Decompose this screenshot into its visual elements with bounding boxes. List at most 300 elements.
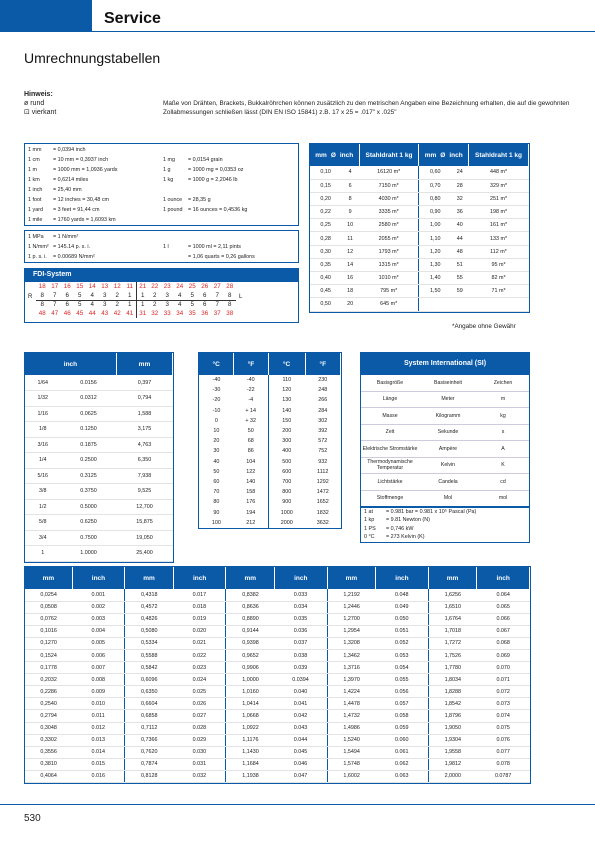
- table-cell: 0,30: [310, 245, 341, 258]
- table-cell: 3/4: [25, 530, 61, 546]
- table-cell: 0,9398: [226, 637, 275, 649]
- column-header: [310, 144, 359, 166]
- unit-label: 1 g: [163, 167, 171, 174]
- column-header: inch: [275, 567, 328, 589]
- table-row: [25, 515, 173, 531]
- unit-label: 1 m: [28, 167, 37, 174]
- table-row: [25, 546, 173, 562]
- tooth-number: 1: [128, 301, 132, 308]
- unit-label: 1 ounce: [163, 197, 183, 204]
- table-cell: 0.057: [376, 698, 429, 710]
- si-cell: Mol: [443, 495, 453, 502]
- table-cell: + 14: [234, 406, 268, 416]
- unit-value: = 10 mm = 0,3937 inch: [53, 157, 109, 164]
- table-cell: 0.023: [173, 662, 226, 674]
- table-cell: 1,4478: [327, 698, 376, 710]
- table-cell: 248: [318, 387, 328, 394]
- table-cell: 0,7874: [125, 758, 174, 770]
- table-cell: 8: [341, 192, 359, 205]
- table-cell: 198 m*: [469, 206, 529, 219]
- table-cell: 0,4826: [125, 613, 174, 625]
- table-cell: 1010 m*: [359, 272, 419, 285]
- table-cell: 0,3048: [25, 722, 72, 734]
- table-cell: 0: [214, 417, 218, 424]
- conversion-row: [25, 144, 298, 156]
- unit-value: = 0,6214 miles: [53, 177, 89, 184]
- table-cell: 0,70: [419, 179, 451, 192]
- table-cell: 0.058: [376, 710, 429, 722]
- table-cell: 2000: [280, 519, 293, 526]
- fdi-row: [25, 291, 298, 300]
- table-cell: -30: [212, 387, 221, 394]
- tooth-number: 21: [136, 282, 149, 291]
- mm-label: mm: [315, 151, 327, 159]
- column-header: °F: [305, 353, 340, 375]
- table-cell: 1292: [316, 478, 329, 485]
- table-row: [199, 518, 341, 528]
- table-cell: 0.7500: [61, 530, 117, 546]
- table-cell: 1,9050: [428, 722, 477, 734]
- unit-value: = 273 Kelvin (K): [386, 534, 425, 541]
- unit-value: = 3 feet = 91,44 cm: [53, 207, 100, 214]
- tooth-number: 3: [103, 301, 107, 308]
- table-cell: 1,3208: [327, 637, 376, 649]
- tooth-number: 35: [188, 310, 196, 317]
- table-header: [310, 144, 529, 166]
- unit-value: = 25,40 mm: [53, 187, 82, 194]
- table-cell: 4030 m*: [359, 192, 419, 205]
- table-cell: 1,3970: [327, 674, 376, 686]
- table-cell: 86: [234, 446, 268, 456]
- table-cell: 110: [282, 377, 292, 384]
- table-cell: 7150 m*: [359, 179, 419, 192]
- table-cell: 0,6604: [125, 698, 174, 710]
- table-cell: 0.025: [173, 686, 226, 698]
- column-header: inch: [376, 567, 429, 589]
- table-cell: 0.0394: [275, 674, 328, 686]
- table-cell: 1472: [316, 489, 329, 496]
- tooth-number: 17: [51, 283, 59, 290]
- table-cell: 0.011: [72, 710, 125, 722]
- table-cell: 0.073: [477, 698, 530, 710]
- table-cell: 122: [234, 467, 268, 477]
- table-cell: 1/64: [25, 375, 61, 391]
- table-cell: 0.3125: [61, 468, 117, 484]
- tooth-number: 41: [126, 310, 134, 317]
- table-cell: 0.074: [477, 710, 530, 722]
- table-cell: 150: [282, 417, 292, 424]
- conversion-row: [25, 233, 298, 243]
- tooth-number: 27: [213, 283, 221, 290]
- table-cell: 1,6256: [428, 589, 477, 601]
- fdi-grid: [25, 282, 298, 318]
- column-header: inch: [173, 567, 226, 589]
- table-cell: 1,7780: [428, 662, 477, 674]
- unit-value: = 0.981 bar = 0.981 x 10⁵ Pascal (Pa): [386, 508, 477, 515]
- tooth-number: 3: [165, 301, 169, 308]
- table-row: [310, 179, 529, 192]
- table-cell: 0.021: [173, 637, 226, 649]
- table-cell: 0.029: [173, 734, 226, 746]
- table-row: [25, 686, 530, 698]
- table-cell: 1,50: [419, 285, 451, 298]
- table-cell: 266: [318, 397, 328, 404]
- table-cell: 1,8796: [428, 710, 477, 722]
- table-cell: 40: [451, 219, 469, 232]
- table-cell: 0,9906: [226, 662, 275, 674]
- table-cell: 0.005: [72, 637, 125, 649]
- table-cell: 0.043: [275, 722, 328, 734]
- si-cell: Kelvin: [440, 462, 456, 469]
- table-cell: 120: [282, 387, 292, 394]
- fdi-row: [25, 309, 298, 318]
- unit-value: = 0.00689 N/mm²: [53, 254, 95, 261]
- table-cell: 0,8128: [125, 770, 174, 782]
- table-cell: 0.010: [72, 698, 125, 710]
- si-cell: Basiseinheit: [434, 379, 462, 386]
- table-cell: 0,1778: [25, 662, 72, 674]
- tooth-number: 18: [38, 283, 46, 290]
- table-cell: 3/8: [25, 484, 61, 500]
- table-row: [25, 649, 530, 661]
- table-cell: 0.068: [477, 637, 530, 649]
- column-header: mm: [125, 567, 174, 589]
- table-cell: 158: [234, 487, 268, 497]
- tooth-number: 45: [76, 310, 84, 317]
- page-title: Umrechnungstabellen: [24, 50, 161, 66]
- table-cell: 19,050: [116, 530, 172, 546]
- table-cell: 40: [213, 458, 220, 465]
- table-row: [25, 422, 173, 438]
- table-cell: -40: [234, 375, 268, 385]
- table-cell: -40: [212, 377, 221, 384]
- conversion-row: [361, 508, 529, 517]
- unit-value: = 0,0394 inch: [53, 147, 86, 154]
- table-cell: 752: [318, 448, 328, 455]
- tooth-number: 37: [213, 310, 221, 317]
- unit-label: 1 mm: [28, 147, 42, 154]
- table-row: [310, 206, 529, 219]
- table-row: [199, 477, 341, 487]
- column-header: mm: [327, 567, 376, 589]
- unit-value: = 1000 g = 2,2046 lb: [188, 177, 238, 184]
- fdi-row: [25, 300, 298, 309]
- conversion-row: [25, 166, 298, 176]
- table-cell: 0,794: [116, 391, 172, 407]
- table-cell: 302: [318, 417, 328, 424]
- si-cell: cd: [500, 478, 506, 485]
- tooth-number: 34: [176, 310, 184, 317]
- tooth-number: 13: [101, 283, 109, 290]
- table-cell: 1,9558: [428, 746, 477, 758]
- table-cell: 0.067: [477, 625, 530, 637]
- tooth-number: 2: [115, 301, 119, 308]
- table-cell: 0.020: [173, 625, 226, 637]
- table-cell: 0.012: [72, 722, 125, 734]
- table-cell: 795 m*: [359, 285, 419, 298]
- table-cell: 1315 m*: [359, 258, 419, 271]
- table-cell: 1,0922: [226, 722, 275, 734]
- table-cell: 1,2192: [327, 589, 376, 601]
- table-cell: 0.6250: [61, 515, 117, 531]
- table-row: [310, 166, 529, 179]
- table-cell: 0.016: [72, 770, 125, 782]
- table-cell: 50: [234, 426, 268, 436]
- table-row: [25, 406, 173, 422]
- table-cell: 0.034: [275, 601, 328, 613]
- table-cell: 0,25: [310, 219, 341, 232]
- table-row: [25, 734, 530, 746]
- table-cell: 68: [234, 436, 268, 446]
- table-cell: 2055 m*: [359, 232, 419, 245]
- table-cell: 0,15: [310, 179, 341, 192]
- table-cell: 1,1430: [226, 746, 275, 758]
- table-row: [199, 446, 341, 456]
- unit-label: 1 foot: [28, 197, 42, 204]
- table-cell: 1/8: [25, 422, 61, 438]
- section-title: Service: [104, 10, 161, 27]
- table-row: [25, 530, 173, 546]
- table-cell: 1,0000: [226, 674, 275, 686]
- column-header: °F: [234, 353, 268, 375]
- table-cell: 2,0000: [428, 770, 477, 782]
- si-cell: Zeit: [385, 429, 395, 436]
- si-cell: Stoffmenge: [376, 495, 404, 502]
- table-cell: 1,8542: [428, 698, 477, 710]
- unit-value: = 1 N/mm²: [53, 234, 79, 241]
- tooth-number: 5: [78, 292, 82, 299]
- conversion-row: [25, 216, 298, 226]
- table-cell: 0.048: [376, 589, 429, 601]
- table-cell: 0.026: [173, 698, 226, 710]
- si-row: [361, 458, 529, 475]
- si-cell: Thermodynamische Temperatur: [367, 459, 413, 472]
- hinweis-square: ⊡ vierkant: [24, 109, 57, 116]
- unit-label: 1 kp: [364, 517, 375, 524]
- table-cell: [419, 298, 451, 311]
- table-header: [25, 353, 173, 375]
- unit-label: 1 km: [28, 177, 40, 184]
- table-cell: 9: [341, 206, 359, 219]
- si-cell: s: [501, 429, 505, 436]
- si-cell: Masse: [382, 412, 398, 419]
- fdi-system: [24, 268, 299, 323]
- tooth-number: 1: [136, 291, 149, 300]
- table-cell: 1,9304: [428, 734, 477, 746]
- si-cell: Basisgröße: [376, 379, 404, 386]
- tooth-number: 36: [201, 310, 209, 317]
- table-cell: 0.037: [275, 637, 328, 649]
- tooth-number: 5: [78, 301, 82, 308]
- si-row: [361, 491, 529, 508]
- table-cell: 0,397: [116, 375, 172, 391]
- table-row: [199, 497, 341, 507]
- si-row: [361, 441, 529, 458]
- table-cell: 0,5334: [125, 637, 174, 649]
- table-cell: 0.2500: [61, 453, 117, 469]
- table-cell: 1112: [317, 468, 329, 475]
- table-cell: 0.055: [376, 674, 429, 686]
- mm-inch-table: [24, 566, 531, 784]
- table-cell: 194: [234, 507, 268, 517]
- table-cell: 0.059: [376, 722, 429, 734]
- table-cell: 12,700: [116, 499, 172, 515]
- table-cell: 7,938: [116, 468, 172, 484]
- table-cell: 0,0762: [25, 613, 72, 625]
- table-row: [25, 375, 173, 391]
- table-cell: 59: [451, 285, 469, 298]
- table-cell: 0,80: [419, 192, 451, 205]
- table-row: [25, 746, 530, 758]
- table-cell: 572: [318, 438, 328, 445]
- table-cell: 70: [213, 489, 220, 496]
- table-cell: 133 m*: [469, 232, 529, 245]
- tooth-number: 33: [163, 310, 171, 317]
- table-cell: 20: [341, 298, 359, 311]
- table-cell: 24: [451, 166, 469, 179]
- column-header: mm: [428, 567, 477, 589]
- table-cell: 0.047: [275, 770, 328, 782]
- table-cell: 0,5842: [125, 662, 174, 674]
- table-cell: 0.054: [376, 662, 429, 674]
- table-cell: 0.018: [173, 601, 226, 613]
- unit-label: 1 at: [364, 508, 373, 515]
- table-cell: 0,1524: [25, 649, 72, 661]
- table-cell: 0,1016: [25, 625, 72, 637]
- tooth-number: 46: [63, 310, 71, 317]
- table-cell: 0,7112: [125, 722, 174, 734]
- unit-value: = 0,0154 grain: [188, 157, 223, 164]
- column-header: Stahldraht 1 kg: [469, 144, 529, 166]
- table-cell: 0,45: [310, 285, 341, 298]
- table-cell: 0,40: [310, 272, 341, 285]
- table-cell: 4: [341, 166, 359, 179]
- table-cell: 300: [282, 438, 292, 445]
- table-cell: 0.0312: [61, 391, 117, 407]
- table-cell: 0,4572: [125, 601, 174, 613]
- table-cell: 80: [213, 499, 220, 506]
- table-cell: 1,6510: [428, 601, 477, 613]
- table-cell: 0,0254: [25, 589, 72, 601]
- table-cell: 30: [213, 448, 220, 455]
- column-header: Stahldraht 1 kg: [359, 144, 419, 166]
- page-number: 530: [24, 813, 41, 824]
- table-cell: 140: [234, 477, 268, 487]
- table-row: [199, 487, 341, 497]
- fdi-left-label: L: [239, 294, 243, 300]
- tooth-number: 38: [226, 310, 234, 317]
- table-cell: 3,175: [116, 422, 172, 438]
- table-row: [199, 395, 341, 405]
- table-cell: 60: [213, 478, 220, 485]
- table-cell: 0.069: [477, 649, 530, 661]
- table-cell: 0.3750: [61, 484, 117, 500]
- table-cell: 0.013: [72, 734, 125, 746]
- si-cell: Ampère: [438, 445, 458, 452]
- unit-label: 1 MPa: [28, 234, 44, 241]
- si-cell: Kilogramm: [435, 412, 461, 419]
- table-cell: 0.017: [173, 589, 226, 601]
- unit-label: 1 yard: [28, 207, 43, 214]
- table-cell: 0,6350: [125, 686, 174, 698]
- table-cell: -22: [234, 385, 268, 395]
- table-cell: 1,6002: [327, 770, 376, 782]
- table-cell: 1,40: [419, 272, 451, 285]
- table-cell: 1,4224: [327, 686, 376, 698]
- wire-table: [309, 143, 530, 313]
- hinweis-label: Hinweis:: [24, 91, 53, 98]
- table-cell: 1,0414: [226, 698, 275, 710]
- table-cell: 0.5000: [61, 499, 117, 515]
- table-cell: 1,8288: [428, 686, 477, 698]
- hinweis-text: Maße von Drähten, Brackets, Bukkalröhrchen können zusätzlich zu den metrischen Angaben eine Bezeichnung erhalten, die auf die gewohnten Zollabmessungen schließen lässt (DIN EN ISO 15841) z.B. 17 x 25 = .017" x .025": [163, 100, 570, 116]
- table-row: [310, 272, 529, 285]
- table-cell: 0,50: [310, 298, 341, 311]
- table-row: [199, 406, 341, 416]
- table-row: [310, 245, 529, 258]
- table-cell: 0,6096: [125, 674, 174, 686]
- table-cell: 1,5494: [327, 746, 376, 758]
- tooth-number: 1: [128, 292, 132, 299]
- table-cell: 0.042: [275, 710, 328, 722]
- unit-value: = 1000 mm = 1,0936 yards: [53, 167, 118, 174]
- table-cell: 16: [341, 272, 359, 285]
- column-header: inch: [72, 567, 125, 589]
- unit-label: 1 pound: [163, 207, 183, 214]
- si-cell: Candela: [438, 478, 458, 485]
- table-cell: 0.0787: [477, 770, 530, 782]
- table-cell: 0.061: [376, 746, 429, 758]
- table-cell: 0.044: [275, 734, 328, 746]
- table-cell: 0,3810: [25, 758, 72, 770]
- table-cell: 0,2540: [25, 698, 72, 710]
- table-cell: 0.0625: [61, 406, 117, 422]
- si-cell: mol: [498, 495, 508, 502]
- table-cell: 51: [451, 258, 469, 271]
- table-row: [199, 507, 341, 517]
- table-cell: 0.063: [376, 770, 429, 782]
- column-header: [419, 144, 469, 166]
- table-row: [25, 589, 530, 601]
- unit-label: 0 °C: [364, 534, 375, 541]
- table-cell: 0,5588: [125, 649, 174, 661]
- table-cell: 1/16: [25, 406, 61, 422]
- table-cell: 1/2: [25, 499, 61, 515]
- table-cell: 0.072: [477, 686, 530, 698]
- table-row: [310, 232, 529, 245]
- table-cell: 0,9144: [226, 625, 275, 637]
- mm-label: mm: [424, 151, 437, 159]
- page-header: [0, 0, 595, 32]
- temperature-table: [198, 352, 342, 529]
- table-cell: 212: [234, 518, 268, 528]
- table-cell: 71 m*: [469, 285, 529, 298]
- header-accent-bar: [0, 0, 92, 32]
- si-row: [361, 474, 529, 491]
- diameter-icon: Ø: [440, 151, 446, 159]
- column-header: °C: [268, 353, 305, 375]
- table-cell: 1,2446: [327, 601, 376, 613]
- table-cell: 0.040: [275, 686, 328, 698]
- unit-label: 1 inch: [28, 187, 43, 194]
- tooth-number: 47: [51, 310, 59, 317]
- table-cell: 0.032: [173, 770, 226, 782]
- table-cell: 0,5080: [125, 625, 174, 637]
- table-cell: 800: [282, 489, 292, 496]
- table-cell: 0.030: [173, 746, 226, 758]
- length-weight-box: [24, 143, 299, 226]
- table-cell: 10: [341, 219, 359, 232]
